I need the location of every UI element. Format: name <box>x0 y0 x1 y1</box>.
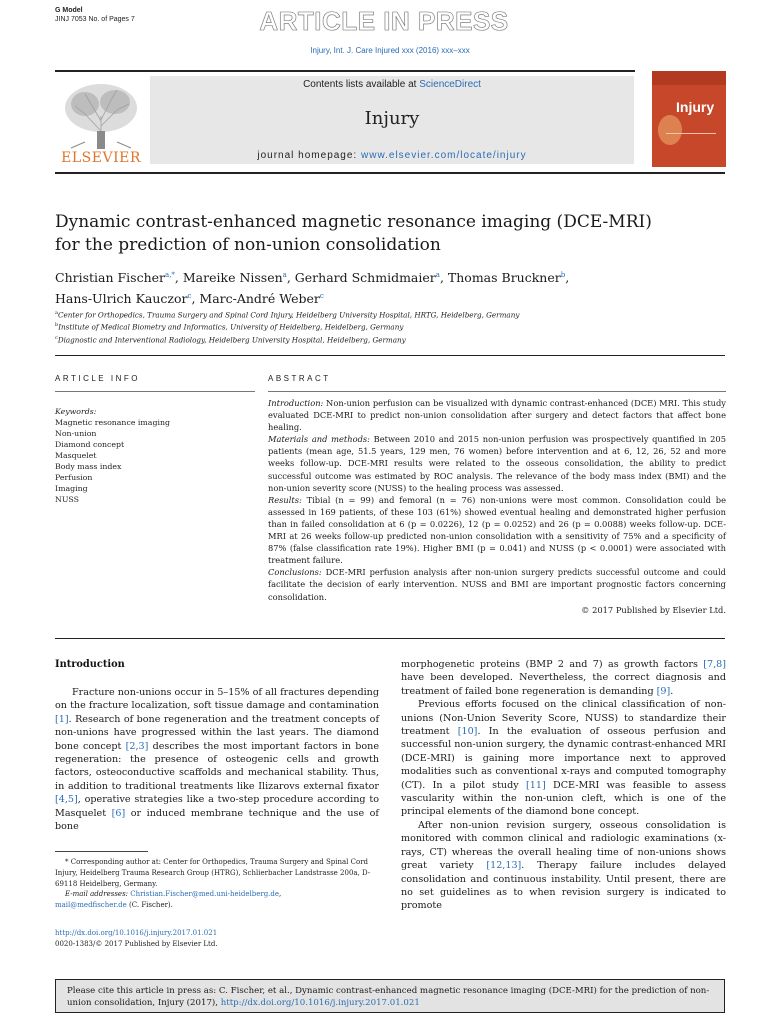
doi-link[interactable]: http://dx.doi.org/10.1016/j.injury.2017.01.021 <box>55 929 218 937</box>
body-paragraph: Fracture non-unions occur in 5–15% of all fractures depending on the fracture localization, soft tissue damage and contamination [1]. Research of bone regeneration and the treatment concepts of non-unions have progressed within the last years. The diamond bone concept [2,3] describes the most important factors in bone regeneration: the presence of osteogenic cells and growth factors, osteoconductive scaffolds and mechanical stability. Thus, in addition to traditional treatments like Ilizarovs external fixator [4,5], operative strategies like a two-step procedure according to Masquelet [6] or induced membrane technique and the use of bone <box>55 687 379 833</box>
body-column-right <box>401 658 726 913</box>
author[interactable]: Christian Fischer$^{a,*}$ <box>55 270 175 286</box>
journal-homepage-link[interactable]: www.elsevier.com/locate/injury <box>361 150 527 161</box>
citation-ref-link[interactable]: [6] <box>111 807 126 819</box>
body-column-left <box>55 686 379 833</box>
article-title <box>55 211 715 257</box>
citation-ref-link[interactable]: [12,13] <box>486 860 522 872</box>
title-line-2: for the prediction of non-union consolidation <box>55 235 441 255</box>
divider <box>55 391 255 392</box>
author[interactable]: Hans-Ulrich Kauczor$^c$ <box>55 291 192 307</box>
citation-ref-link[interactable]: [9] <box>656 685 671 697</box>
journal-reference[interactable]: Injury, Int. J. Care Injured xxx (2016) xxx–xxx <box>310 46 470 55</box>
footnote-emails-cont: mail@medfischer.de (C. Fischer). <box>55 901 173 910</box>
journal-cover-thumbnail <box>652 71 726 167</box>
email-link[interactable]: Christian.Fischer@med.uni-heidelberg.de <box>130 890 280 899</box>
abstract-results: Results: Tibial (n = 99) and femoral (n = 76) non-unions were most common. Consolidation could be assessed in 169 patients, of these 103 (61%) showed eventual healing and demonstrated higher perfusion than in failed consolidation at 6 (p = 0.0226), 12 (p = 0.0252) and 26 (p = 0.0088) weeks follow-up. DCE-MRI at 26 weeks follow-up predicted non-union consolidation with a sensitivity of 75% and a specificity of 87% (false classification rate 19%). Higher BMI (p = 0.041) and NUSS (p < 0.0001) were associated with treatment failure. <box>268 494 726 566</box>
keyword: Non-union <box>55 429 97 438</box>
header-top-rule <box>55 70 635 72</box>
citation-ref-link[interactable]: [4,5] <box>55 794 78 806</box>
citation-ref-link[interactable]: [11] <box>526 779 546 791</box>
email-link[interactable]: mail@medfischer.de <box>55 901 127 910</box>
divider <box>55 355 725 356</box>
author[interactable]: Gerhard Schmidmaier$^a$ <box>294 270 440 286</box>
body-paragraph: After non-union revision surgery, osseous consolidation is monitored with common clinical and radiologic examinations (x-rays, CT) whereas the overall healing time of non-unions shows great variety [12,13]. Therapy failure includes delayed consolidation and continuous instability. Until present, there are no set guidelines as to when revision surgery is indicated to promote <box>401 819 726 912</box>
body-paragraph: Previous efforts focused on the clinical classification of non-unions (Non-Union Severity Score, NUSS) to standardize their treatment [10]. In the evaluation of osseous perfusion and successful non-union surgery, the dynamic contrast-enhanced MRI (DCE-MRI) is gaining more importance next to approved modalities such as conventional x-rays and computed tomography (CT). In a pilot study [11] DCE-MRI was feasible to assess vascularity within the non-union cleft, which is one of the principal elements of the diamond bone concept. <box>401 699 726 818</box>
article-info-heading: ARTICLE INFO <box>55 374 140 383</box>
divider <box>268 391 726 392</box>
copyright-notice: © 2017 Published by Elsevier Ltd. <box>581 605 726 615</box>
affiliation: $^c$Diagnostic and Interventional Radiology, Heidelberg University Hospital, Heidelberg, Germany <box>55 334 406 345</box>
article-in-press-banner: ARTICLE IN PRESS <box>259 6 509 36</box>
issn-line: 0020-1383/© 2017 Published by Elsevier Ltd. <box>55 940 218 948</box>
author[interactable]: Thomas Bruckner$^b$ <box>447 270 566 286</box>
keyword: Masquelet <box>55 451 97 460</box>
introduction-heading: Introduction <box>55 659 125 670</box>
divider <box>55 638 725 639</box>
footnote-text: * Corresponding author at: Center for Orthopedics, Trauma Surgery and Spinal Cord Injury, Heidelberg Trauma Research Group (HTRG), Schlierbacher Landstrasse 200a, D-69118 Heidelberg, Germany. <box>55 858 371 888</box>
keywords-list <box>55 406 255 505</box>
affiliation: $^a$Center for Orthopedics, Trauma Surgery and Spinal Cord Injury, Heidelberg University Hospital, HRTG, Heidelberg, Germany <box>55 310 520 320</box>
citation-ref-link[interactable]: [10] <box>457 726 478 738</box>
journal-homepage-line <box>150 150 634 161</box>
contents-lists-line <box>150 79 634 90</box>
abstract-methods: Materials and methods: Between 2010 and 2015 non-union perfusion was prospectively quantified in 205 patients (mean age, 51.5 years, 129 men, 76 women) before intervention and at 6, 12, 26, 52 and more weeks follow-up. DCE-MRI results were related to the osseous consolidation, the ability to predict successful outcome was estimated by ROC analysis. The relevance of the body mass index (BMI) and the non-union severity score (NUSS) to the healing process was assessed. <box>268 434 726 493</box>
abstract-heading: ABSTRACT <box>268 374 331 383</box>
cover-title: Injury <box>676 99 715 115</box>
citation-ref-link[interactable]: [2,3] <box>125 740 149 752</box>
corresponding-author-footnote <box>55 857 379 911</box>
keyword: Diamond concept <box>55 440 125 449</box>
sciencedirect-link[interactable]: ScienceDirect <box>419 79 481 90</box>
keyword: Body mass index <box>55 462 122 471</box>
citation-ref-link[interactable]: [7,8] <box>703 659 726 670</box>
keyword: Perfusion <box>55 473 93 482</box>
journal-name: Injury <box>364 108 420 129</box>
keyword: NUSS <box>55 495 79 504</box>
author[interactable]: Mareike Nissen$^a$ <box>182 270 287 286</box>
citation-text: Please cite this article in press as: C. Fischer, et al., Dynamic contrast-enhanced magnetic resonance imaging (DCE-MRI) for the prediction of non-union consolidation, Injury (2017), http://dx.doi.org/10.1016/j.injury.2017.01.021 <box>67 986 710 1008</box>
homepage-prefix: journal homepage: <box>257 150 361 161</box>
doi-block <box>55 928 379 950</box>
affiliations <box>55 308 715 345</box>
elsevier-wordmark: ELSEVIER <box>61 150 141 166</box>
title-line-1: Dynamic contrast-enhanced magnetic resonance imaging (DCE-MRI) <box>55 212 652 232</box>
body-paragraph: morphogenetic proteins (BMP 2 and 7) as growth factors [7,8] have been developed. Nevertheless, the correct diagnosis and treatment of failed bone regeneration is demanding [9]. <box>401 659 726 697</box>
header-bottom-rule <box>55 172 725 174</box>
affiliation: $^b$Institute of Medical Biometry and Informatics, University of Heidelberg, Heidelberg, Germany <box>55 322 404 332</box>
keyword: Imaging <box>55 484 88 493</box>
g-model-code: G Model JINJ 7053 No. of Pages 7 <box>55 7 135 23</box>
citation-doi-link[interactable]: http://dx.doi.org/10.1016/j.injury.2017.01.021 <box>220 998 420 1008</box>
keyword: Magnetic resonance imaging <box>55 418 170 427</box>
author[interactable]: Marc-André Weber$^c$ <box>199 291 324 307</box>
abstract-introduction: Introduction: Non-union perfusion can be visualized with dynamic contrast-enhanced (DCE) MRI. This study evaluated DCE-MRI to predict non-union consolidation after surgery and detect factors that affect bone healing. <box>268 398 726 433</box>
contents-prefix: Contents lists available at <box>303 79 420 90</box>
footnote-emails: E-mail addresses: Christian.Fischer@med.uni-heidelberg.de, <box>65 890 282 899</box>
keywords-heading: Keywords: <box>55 407 97 416</box>
author-list: Christian Fischer$^{a,*}$, Mareike Nissen$^a$, Gerhard Schmidmaier$^a$, Thomas Bruckner$^b$, Hans-Ulrich Kauczor$^c$, Marc-André Weber$^c$ <box>55 270 570 307</box>
abstract-text <box>268 397 726 603</box>
citation-ref-link[interactable]: [1] <box>55 713 69 725</box>
abstract-conclusions: Conclusions: DCE-MRI perfusion analysis after non-union surgery predicts successful outcome and could facilitate the decision of early intervention. NUSS and BMI are important prognostic factors concerning consolidation. <box>268 567 726 602</box>
footnote-rule <box>55 851 148 852</box>
